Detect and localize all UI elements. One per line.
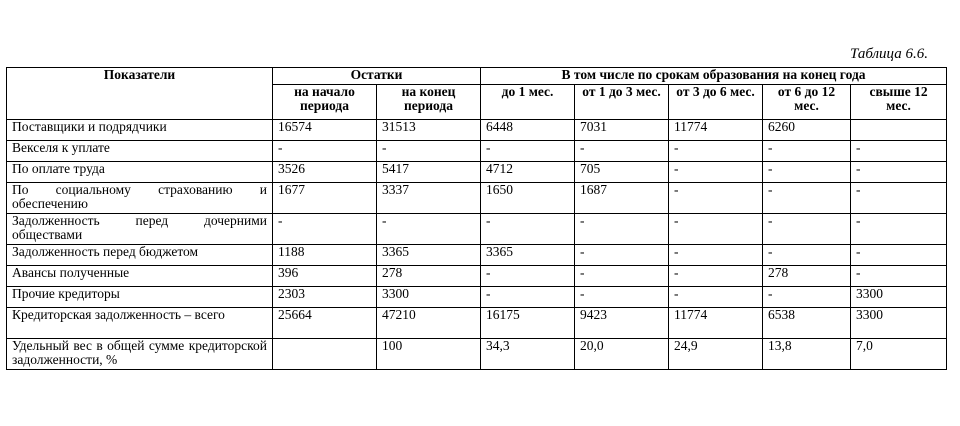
header-start-period: на начало периода: [273, 85, 377, 120]
cell-1-to-3: -: [575, 266, 669, 287]
cell-up-to-1: -: [481, 214, 575, 245]
cell-end: 47210: [377, 308, 481, 339]
cell-6-to-12: 6260: [763, 120, 851, 141]
table-row: [7, 266, 947, 287]
cell-3-to-6: 11774: [669, 308, 763, 339]
cell-3-to-6: -: [669, 162, 763, 183]
cell-end: 3337: [377, 183, 481, 214]
row-label: Авансы полученные: [7, 266, 273, 287]
cell-6-to-12: -: [763, 245, 851, 266]
cell-end: 5417: [377, 162, 481, 183]
cell-6-to-12: 13,8: [763, 339, 851, 370]
header-by-terms: В том числе по срокам образования на конец года: [481, 68, 947, 85]
header-up-to-1-month: до 1 мес.: [481, 85, 575, 120]
table-row: [7, 141, 947, 162]
cell-6-to-12: -: [763, 287, 851, 308]
header-6-to-12-months: от 6 до 12 мес.: [763, 85, 851, 120]
table-row: [7, 214, 947, 245]
cell-end: 278: [377, 266, 481, 287]
cell-1-to-3: 20,0: [575, 339, 669, 370]
row-label: По социальному страхованию и обеспечению: [7, 183, 273, 214]
cell-3-to-6: -: [669, 141, 763, 162]
row-label: Удельный вес в общей сумме кредиторской задолженности, %: [7, 339, 273, 370]
table-caption: Таблица 6.6.: [850, 46, 928, 62]
cell-end: 3300: [377, 287, 481, 308]
cell-3-to-6: -: [669, 245, 763, 266]
cell-over-12: 3300: [851, 287, 947, 308]
cell-start: 2303: [273, 287, 377, 308]
cell-1-to-3: -: [575, 141, 669, 162]
cell-6-to-12: -: [763, 162, 851, 183]
cell-6-to-12: -: [763, 214, 851, 245]
row-label: Задолженность перед бюджетом: [7, 245, 273, 266]
cell-up-to-1: -: [481, 266, 575, 287]
cell-1-to-3: -: [575, 214, 669, 245]
table-row: [7, 287, 947, 308]
row-label: Прочие кредиторы: [7, 287, 273, 308]
cell-up-to-1: 3365: [481, 245, 575, 266]
cell-up-to-1: -: [481, 141, 575, 162]
table-row: [7, 162, 947, 183]
cell-1-to-3: 7031: [575, 120, 669, 141]
cell-over-12: -: [851, 266, 947, 287]
header-1-to-3-months: от 1 до 3 мес.: [575, 85, 669, 120]
cell-over-12: -: [851, 214, 947, 245]
accounts-payable-table: [6, 67, 947, 370]
cell-6-to-12: -: [763, 141, 851, 162]
cell-end: -: [377, 141, 481, 162]
header-end-period: на конец периода: [377, 85, 481, 120]
cell-up-to-1: 16175: [481, 308, 575, 339]
cell-3-to-6: -: [669, 287, 763, 308]
cell-over-12: -: [851, 183, 947, 214]
cell-up-to-1: 1650: [481, 183, 575, 214]
cell-1-to-3: 705: [575, 162, 669, 183]
cell-1-to-3: -: [575, 287, 669, 308]
cell-1-to-3: 9423: [575, 308, 669, 339]
cell-over-12: 3300: [851, 308, 947, 339]
table-row: [7, 120, 947, 141]
cell-6-to-12: -: [763, 183, 851, 214]
cell-start: 3526: [273, 162, 377, 183]
cell-3-to-6: -: [669, 266, 763, 287]
cell-over-12: -: [851, 141, 947, 162]
table-row-share: [7, 339, 947, 370]
cell-end: 100: [377, 339, 481, 370]
header-3-to-6-months: от 3 до 6 мес.: [669, 85, 763, 120]
cell-start: -: [273, 214, 377, 245]
cell-up-to-1: 4712: [481, 162, 575, 183]
cell-start: 1677: [273, 183, 377, 214]
table-row: [7, 183, 947, 214]
table-row-total: [7, 308, 947, 339]
row-label: Задолженность перед дочерними обществами: [7, 214, 273, 245]
header-balances: Остатки: [273, 68, 481, 85]
cell-start: [273, 339, 377, 370]
cell-start: 1188: [273, 245, 377, 266]
cell-3-to-6: -: [669, 214, 763, 245]
cell-3-to-6: 11774: [669, 120, 763, 141]
cell-over-12: [851, 120, 947, 141]
cell-start: -: [273, 141, 377, 162]
cell-end: -: [377, 214, 481, 245]
cell-1-to-3: 1687: [575, 183, 669, 214]
table-row: [7, 245, 947, 266]
row-label: Поставщики и подрядчики: [7, 120, 273, 141]
cell-over-12: -: [851, 245, 947, 266]
cell-1-to-3: -: [575, 245, 669, 266]
cell-up-to-1: 34,3: [481, 339, 575, 370]
cell-end: 31513: [377, 120, 481, 141]
row-label: По оплате труда: [7, 162, 273, 183]
header-over-12-months: свыше 12 мес.: [851, 85, 947, 120]
cell-over-12: -: [851, 162, 947, 183]
cell-start: 25664: [273, 308, 377, 339]
cell-3-to-6: -: [669, 183, 763, 214]
row-label: Кредиторская задолженность – всего: [7, 308, 273, 339]
cell-up-to-1: 6448: [481, 120, 575, 141]
cell-up-to-1: -: [481, 287, 575, 308]
cell-3-to-6: 24,9: [669, 339, 763, 370]
row-label: Векселя к уплате: [7, 141, 273, 162]
header-indicators: Показатели: [7, 68, 273, 120]
cell-end: 3365: [377, 245, 481, 266]
cell-over-12: 7,0: [851, 339, 947, 370]
cell-start: 396: [273, 266, 377, 287]
cell-6-to-12: 6538: [763, 308, 851, 339]
cell-start: 16574: [273, 120, 377, 141]
cell-6-to-12: 278: [763, 266, 851, 287]
